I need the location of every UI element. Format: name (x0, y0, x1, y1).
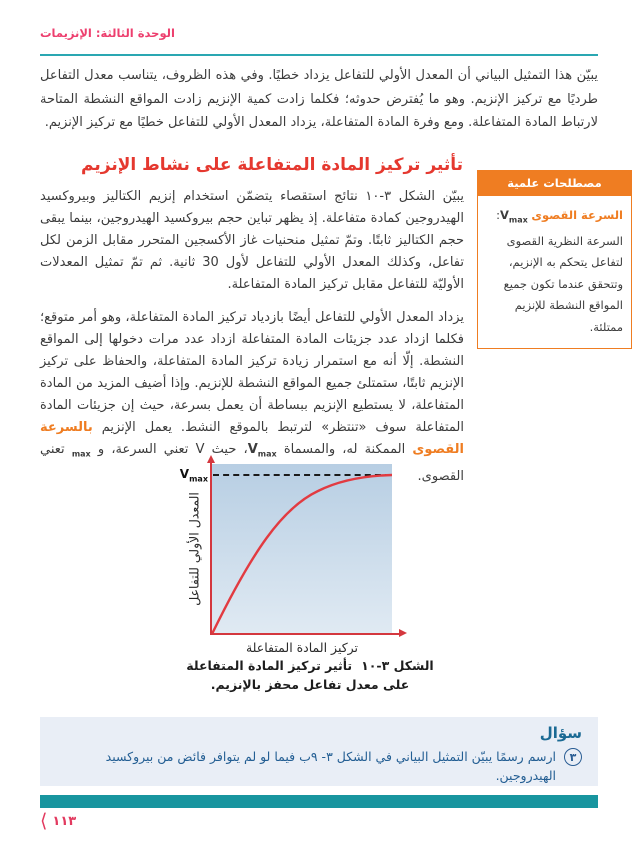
vmax-term-highlight: بالسرعة القصوى (40, 420, 464, 457)
vmax-annotation-base: V (179, 467, 190, 481)
question-panel-title: سؤال (539, 724, 582, 742)
question-text: ارسم رسمًا يبيّن التمثيل البياني في الشكل ٣- ٩ب فيما لو لم يتوافر فائض من بيروكسيد الهيدروجين. (105, 749, 556, 783)
science-terms-box-body (478, 196, 631, 348)
paragraph-vmax-text: تعني القصوى. (40, 442, 464, 484)
paragraph-vmax-text: يزداد المعدل الأولي للتفاعل أيضًا بازدياد تركيز المادة المتفاعلة، وهو أمر متوقع؛ فكلما ازداد عدد جزيئات المادة المتفاعلة ازداد عدد مرات دخولها إلى المواقع النشطة. إلّا أنه مع استمرار زيادة تركيز المادة المتفاعلة، والحفاظ على تركيز الإنزيم ثابتًا، ستمتلئ جميع المواقع النشطة للإنزيم. وإذا أضيف المزيد من المادة المتفاعلة، لا يستطيع الإنزيم ببساطة أن يعمل بسرعة، حيث إن جزيئات المادة المتفاعلة سوف «تنتظر» لترتبط بالموقع النشط. يعمل الإنزيم (40, 310, 464, 435)
section-heading: تأثير تركيز المادة المتفاعلة على نشاط الإنزيم (81, 155, 463, 175)
unit-header: الوحدة الثالثة: الإنزيمات (40, 26, 175, 40)
intro-paragraph: يبيّن هذا التمثيل البياني أن المعدل الأولي للتفاعل يزداد خطيًا. وفي هذه الظروف، يتناسب معدل التفاعل طرديًا مع تركيز الإنزيم. وهو ما يُفترض حدوثه؛ فكلما زادت كمية الإنزيم زادت المواقع النشطة المتاحة لارتباط المادة المتفاعلة. ومع وفرة المادة المتفاعلة، يزداد المعدل الأولي للتفاعل خطيًا مع تركيز الإنزيم. (40, 68, 598, 130)
vmax-symbol-base: V (247, 442, 258, 457)
term-symbol-base: V (499, 208, 509, 222)
vmax-annotation-label (172, 467, 208, 483)
y-axis (210, 462, 212, 634)
question-number-badge: ٣ (564, 748, 582, 766)
term-symbol-sub: max (508, 215, 528, 225)
science-terms-box (477, 170, 632, 349)
x-axis-arrow-icon (399, 629, 407, 637)
term-definition: السرعة النظرية القصوى لتفاعل يتحكم به الإنزيم، وتتحقق عندما تكون جميع المواقع النشطة للإنزيم ممتلئة. (503, 233, 623, 334)
figure-caption-line1: تأثير تركيز المادة المتفاعلة (186, 658, 353, 673)
figure-3-10-chart (158, 456, 418, 668)
paragraph-vmax-text: الممكنة له، والمسماة (276, 442, 413, 457)
main-column (40, 186, 464, 499)
x-axis-label: تركيز المادة المتفاعلة (245, 640, 359, 655)
vmax-annotation-sub: max (189, 474, 208, 484)
figure-caption-line2: على معدل تفاعل محفز بالإنزيم. (210, 677, 410, 692)
header-divider (40, 54, 598, 56)
page-number-value: ١١٣ (52, 814, 77, 829)
figure-caption (140, 656, 480, 694)
term-name: السرعة القصوى (531, 208, 623, 222)
page-chevron-icon: ⟨ (40, 810, 48, 832)
page-number (40, 812, 76, 831)
x-axis (210, 633, 400, 635)
vmax-symbol (248, 442, 277, 457)
term-symbol (499, 208, 528, 225)
vmax-symbol-sub: max (257, 449, 277, 459)
question-panel (40, 717, 598, 786)
science-terms-box-header: مصطلحات علمية (478, 171, 631, 196)
term-colon: : (496, 208, 500, 222)
paragraph-vmax-text: ، حيث V تعني السرعة، و (90, 442, 248, 457)
max-subscript: max (71, 449, 91, 459)
y-axis-arrow-icon (207, 455, 215, 463)
y-axis-label: المعدل الأولي للتفاعل (186, 492, 202, 606)
paragraph-investigation: يبيّن الشكل ٣-١٠ نتائج استقصاء يتضمّن استخدام إنزيم الكتاليز وبيروكسيد الهيدروجين كمادة متفاعلة. إذ يظهر تباين حجم بيروكسيد الهيدروجين، بينما يبقى حجم الكتاليز ثابتًا. وتمّ تمثيل منحنيات غاز الأكسجين المتحرر مقابل الزمن لكل تفاعل، وكذلك المعدل الأولي للتفاعل لأول 30 ثانية. ثم تمّ تمثيل المعدلات الأوليّة للتفاعل مقابل تركيز المادة المتفاعلة. (40, 189, 464, 292)
reaction-rate-curve (212, 464, 392, 634)
footer-bar (40, 795, 598, 808)
figure-caption-label: الشكل ٣-١٠ (361, 658, 434, 673)
question-row (56, 747, 582, 785)
